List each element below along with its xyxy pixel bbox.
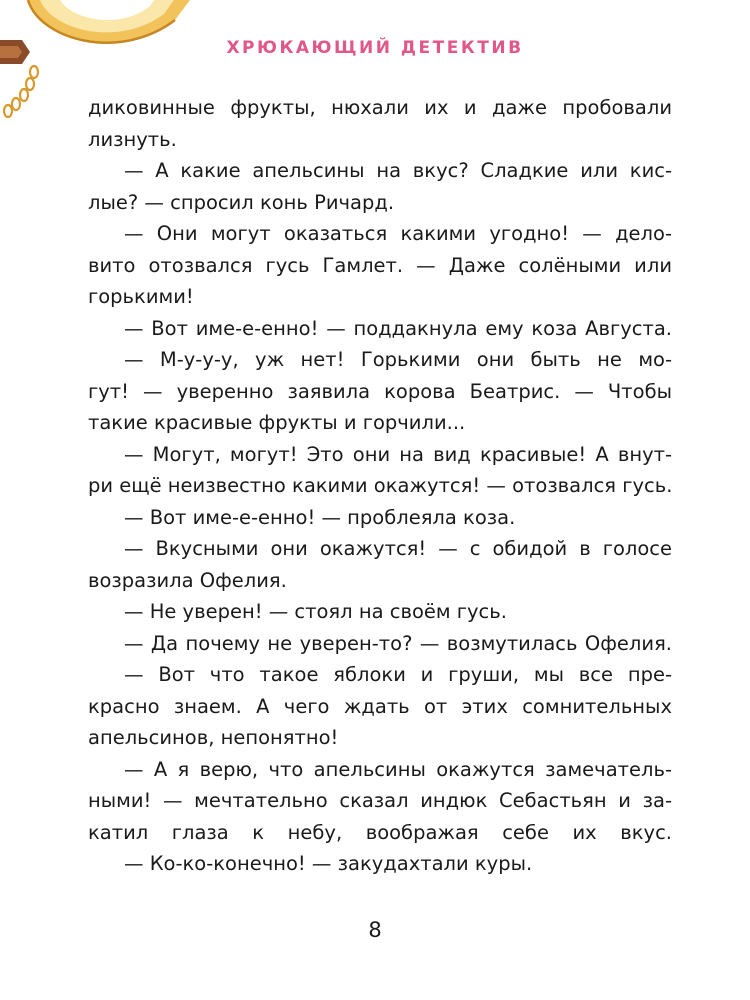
text-line: возразила Офелия. [88, 568, 287, 592]
text-line: такие красивые фрукты и горчили... [88, 411, 466, 434]
text-line: — Вот име-е-енно! — поддакнула ему коза Августа. [124, 316, 672, 340]
text-line: — Вот име-е-енно! — проблеяла коза. [124, 505, 516, 529]
text-line: — М-у-у-у, уж нет! Горькими они быть не мо- [124, 348, 672, 371]
running-header: ХРЮКАЮЩИЙ ДЕТЕКТИВ [226, 38, 524, 58]
text-line: — Ко-ко-конечно! — закудахтали куры. [124, 852, 533, 875]
body-text [88, 92, 672, 880]
page-number: 8 [368, 918, 382, 942]
text-line: — Да почему не уверен-то? — возмутилась Офелия. [124, 631, 672, 655]
chain-icon [4, 66, 38, 117]
text-line: — Вот что такое яблоки и груши, мы все пре- [124, 663, 672, 686]
text-line: красно знаем. А чего ждать от этих сомнительных [88, 694, 672, 718]
text-line: — А я верю, что апельсины окажутся замечатель- [124, 757, 672, 781]
text-line: лые? — спросил конь Ричард. [88, 190, 395, 214]
text-line: горькими! [88, 285, 194, 308]
text-line: — Не уверен! — стоял на своём гусь. [124, 600, 507, 623]
text-line: — Они могут оказаться какими угодно! — дело- [124, 222, 672, 245]
text-line: ри ещё неизвестно какими окажутся! — отозвался гусь. [88, 474, 673, 497]
text-line: диковинные фрукты, нюхали их и даже пробовали [88, 96, 672, 119]
lens-rim-icon [28, 0, 190, 43]
text-line: гут! — уверенно заявила корова Беатрис. — Чтобы [88, 379, 672, 403]
text-line: лизнуть. [88, 127, 177, 151]
text-line: — Вкусными они окажутся! — с обидой в голосе [124, 537, 672, 560]
text-line: — Могут, могут! Это они на вид красивые! А внут- [124, 442, 672, 466]
text-line: вито отозвался гусь Гамлет. — Даже солёными или [88, 253, 672, 277]
text-line: — А какие апельсины на вкус? Сладкие или кис- [124, 159, 672, 182]
text-line: катил глаза к небу, воображая себе их вкус. [88, 820, 672, 844]
text-line: ными! — мечтательно сказал индюк Себастьян и за- [88, 789, 672, 812]
text-line: апельсинов, непонятно! [88, 726, 339, 749]
